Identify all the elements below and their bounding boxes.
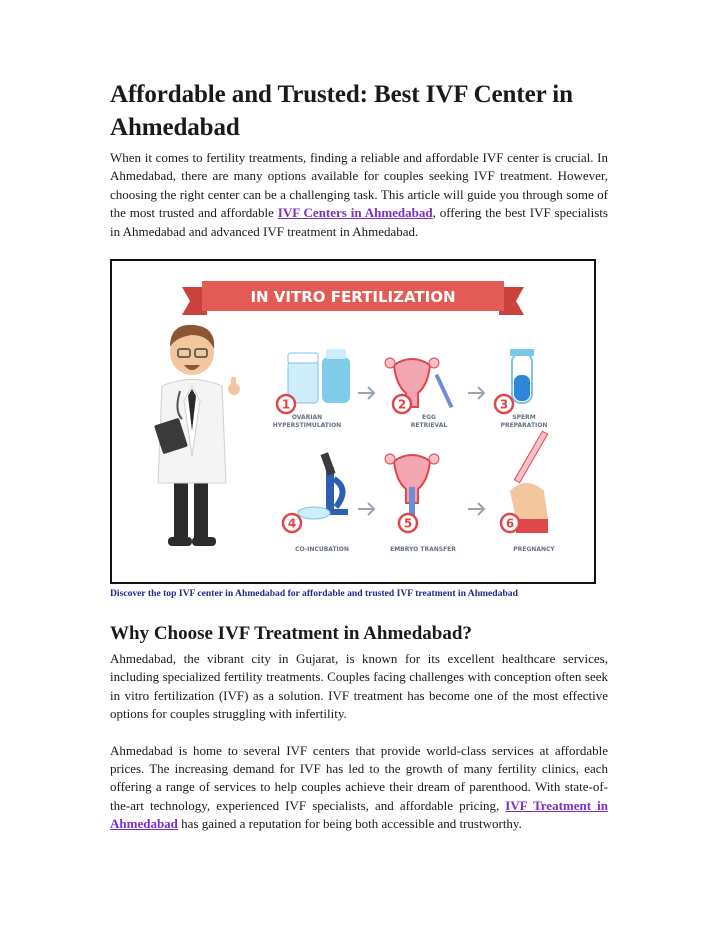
step-6-label: PREGNANCY (513, 546, 555, 554)
sperm-tube-icon (510, 349, 534, 403)
step-2-number: 2 (397, 397, 407, 412)
step-3-label-a: SPERM (512, 414, 536, 422)
intro-text-end: , offering the best IVF specialists in Ahmedabad and advanced IVF treatment in Ahmedabad. (110, 205, 608, 239)
step-4-label: CO-INCUBATION (295, 546, 349, 554)
section-paragraph-2 (110, 742, 608, 834)
article-title: Affordable and Trusted: Best IVF Center in Ahmedabad (110, 81, 573, 141)
intro-text: When it comes to fertility treatments, finding a reliable and affordable IVF center is crucial. In Ahmedabad, there are many options available for couples seeking IVF treatment. However, choosing the right center can be a challenging task. This article will guide you through some of the most trusted and affordable (110, 150, 608, 221)
step-1-label-a: OVARIAN (291, 414, 323, 422)
step-6-number: 6 (505, 516, 515, 531)
banner-title: IN VITRO FERTILIZATION (250, 288, 456, 307)
step-1-number: 1 (281, 397, 291, 412)
step-5-number: 5 (403, 516, 413, 531)
section-paragraph-1: Ahmedabad, the vibrant city in Gujarat, is known for its excellent healthcare services, including specialized fertility treatments. Couples facing challenges with conception often seek in vitro fertilization (IVF) as a solution. IVF treatment has become one of the most effective options for couples struggling with infertility. (110, 651, 608, 722)
arrows (358, 387, 484, 515)
step-5-label: EMBRYO TRANSFER (390, 546, 456, 554)
ivf-centers-link[interactable]: IVF Centers in Ahmedabad (277, 205, 433, 221)
section-why-ivf (110, 622, 608, 834)
step-5 (390, 514, 456, 553)
ivf-infographic (110, 259, 596, 584)
microscope-icon (298, 452, 348, 519)
intro-paragraph (110, 149, 608, 241)
step-3-label-b: PREPARATION (500, 422, 548, 430)
step-1-label-b: HYPERSTIMULATION (272, 422, 342, 430)
section-p2-text: Ahmedabad is home to several IVF centers that provide world-class services at affordable prices. The increasing demand for IVF has led to the growth of many fertility clinics, each offering a range of services to help couples achieve their dream of parenthood. With state-of-the-art technology, experienced IVF specialists, and affordable pricing, (110, 742, 608, 813)
section-p2-text-end: has gained a reputation for being both accessible and trustworthy. (177, 816, 522, 832)
section-heading: Why Choose IVF Treatment in Ahmedabad? (110, 623, 472, 645)
step-4-number: 4 (287, 516, 297, 531)
document-page (110, 78, 608, 834)
doctor-illustration (154, 325, 240, 546)
ovarian-icon (288, 349, 350, 403)
banner (182, 281, 524, 315)
step-2-label-a: EGG (422, 414, 436, 422)
step-4 (283, 514, 349, 553)
step-2-label-b: RETRIEVAL (410, 422, 448, 430)
step-3-number: 3 (499, 397, 509, 412)
ivf-treatment-link[interactable]: IVF Treatment in Ahmedabad (110, 797, 608, 832)
figure-caption: Discover the top IVF center in Ahmedabad for affordable and trusted IVF treatment in Ahmedabad (110, 588, 518, 600)
step-2 (393, 395, 447, 429)
